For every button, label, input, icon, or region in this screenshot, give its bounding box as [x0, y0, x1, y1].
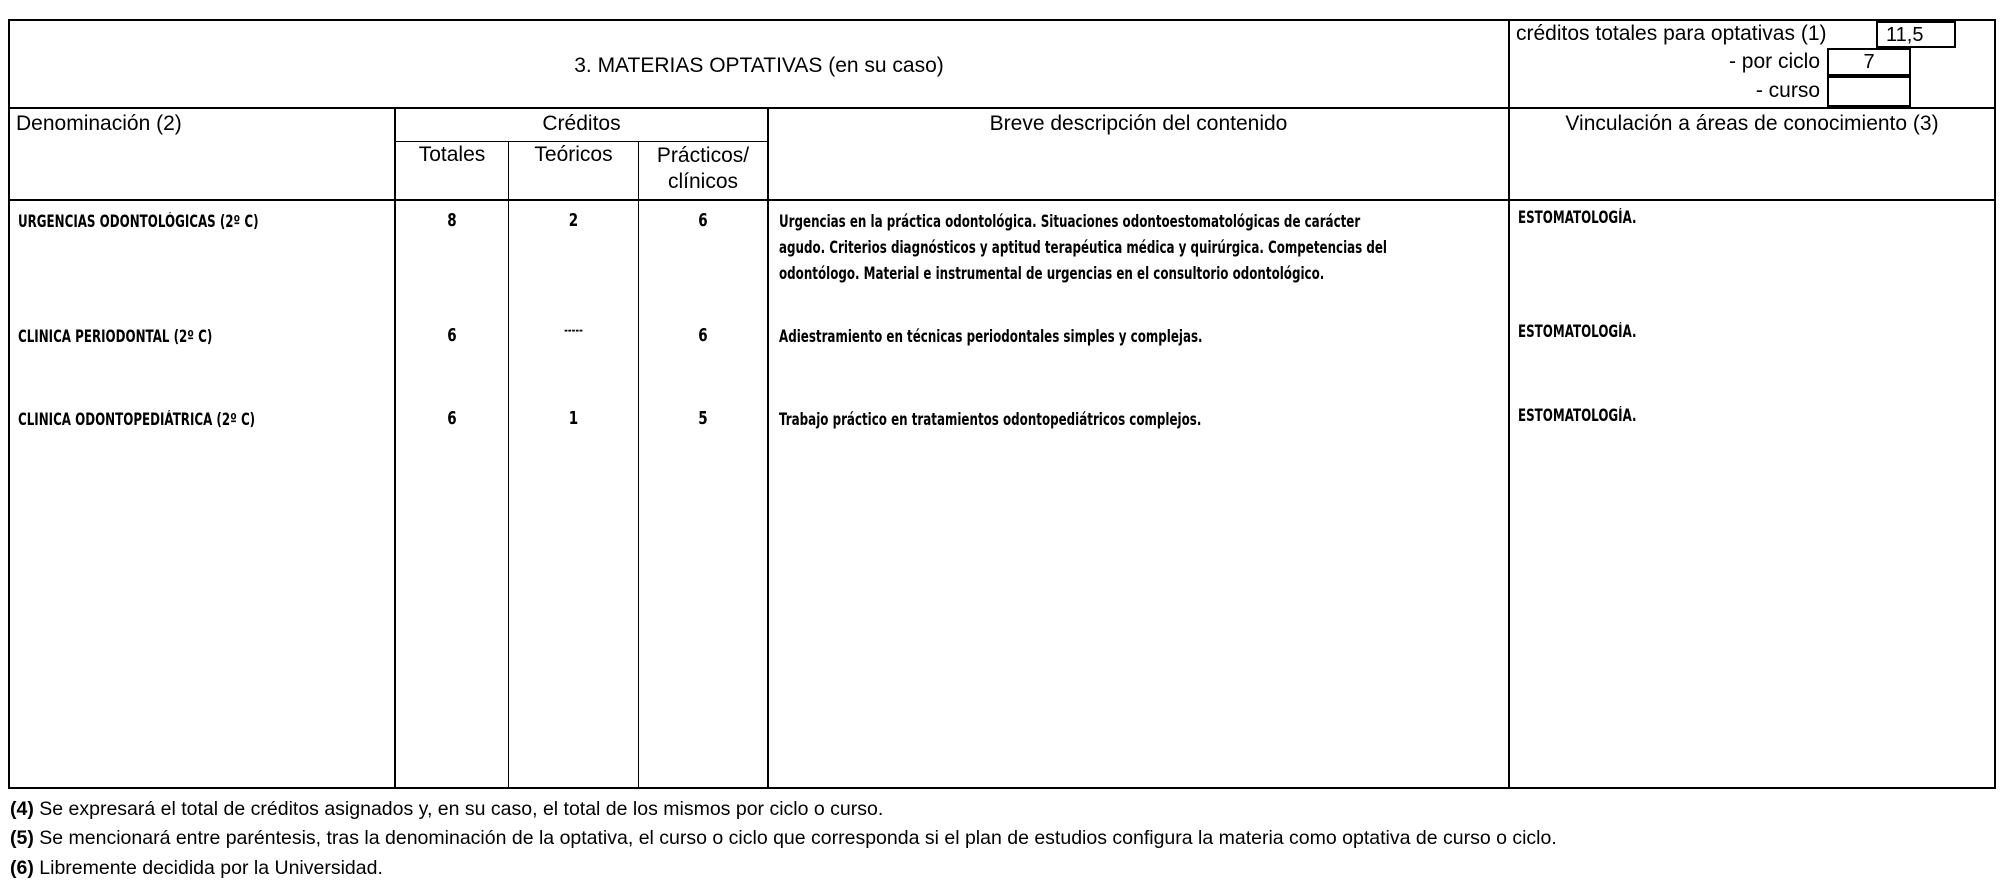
description-line: agudo. Criterios diagnósticos y aptitud terapéutica médica y quirúrgica. Competencias del	[779, 238, 1388, 257]
description-line: odontólogo. Material e instrumental de urgencias en el consultorio odontológico.	[779, 264, 1325, 283]
header-practicos-line2: clínicos	[667, 170, 739, 193]
section-title: 3. MATERIAS OPTATIVAS (en su caso)	[574, 54, 944, 77]
course-credits-value	[1827, 76, 1911, 107]
description-line: Urgencias en la práctica odontológica. Situaciones odontoestomatológicas de carácter	[779, 212, 1361, 231]
footnote-number: (5)	[10, 827, 34, 849]
header-denominacion: Denominación (2)	[16, 112, 182, 135]
footnote-text: Se mencionará entre paréntesis, tras la denominación de la optativa, el curso o ciclo que corresponda si el plan de estudios configura la materia como optativa de curso o ciclo.	[33, 827, 1557, 849]
description-line: Trabajo práctico en tratamientos odontopediátricos complejos.	[779, 410, 1202, 429]
credits-practical: 6	[698, 325, 708, 346]
knowledge-area: ESTOMATOLOGÍA.	[1518, 322, 1637, 341]
header-teoricos: Teóricos	[534, 143, 613, 166]
credits-total: 8	[447, 210, 457, 231]
credits-theory: -----	[564, 323, 583, 337]
header-descripcion: Breve descripción del contenido	[989, 112, 1288, 135]
subject-name: URGENCIAS ODONTOLÓGICAS (2º C)	[18, 212, 259, 231]
header-vinculacion: Vinculación a áreas de conocimiento (3)	[1565, 112, 1939, 135]
footnote-number: (6)	[10, 857, 34, 879]
header-creditos: Créditos	[542, 112, 621, 135]
knowledge-area: ESTOMATOLOGÍA.	[1518, 208, 1637, 227]
header-practicos	[639, 143, 767, 195]
subject-name: CLINICA PERIODONTAL (2º C)	[18, 327, 213, 346]
footnote-text: Se expresará el total de créditos asignados y, en su caso, el total de los mismos por ciclo o curso.	[33, 798, 884, 820]
course-credits-label: - curso	[1755, 79, 1820, 102]
credits-practical: 6	[698, 210, 708, 231]
total-credits-label: créditos totales para optativas (1)	[1516, 22, 1827, 45]
credits-total: 6	[447, 325, 457, 346]
footnote-text: Libremente decidida por la Universidad.	[33, 857, 383, 879]
credits-theory: 1	[568, 408, 579, 429]
credits-practical: 5	[698, 408, 708, 429]
description-line: Adiestramiento en técnicas periodontales simples y complejas.	[779, 327, 1203, 346]
subject-name: CLINICA ODONTOPEDIÁTRICA (2º C)	[18, 410, 256, 429]
footnote	[10, 827, 1557, 850]
header-practicos-line1: Prácticos/	[656, 144, 750, 167]
cycle-credits-value: 7	[1827, 48, 1911, 76]
knowledge-area: ESTOMATOLOGÍA.	[1518, 406, 1637, 425]
cycle-credits-label: - por ciclo	[1728, 50, 1820, 73]
credits-total: 6	[447, 408, 457, 429]
total-credits-value: 11,5	[1876, 21, 1956, 48]
header-totales: Totales	[418, 143, 486, 166]
credits-theory: 2	[568, 210, 579, 231]
footnote	[10, 857, 383, 880]
footnote-number: (4)	[10, 798, 34, 820]
footnote	[10, 798, 883, 821]
